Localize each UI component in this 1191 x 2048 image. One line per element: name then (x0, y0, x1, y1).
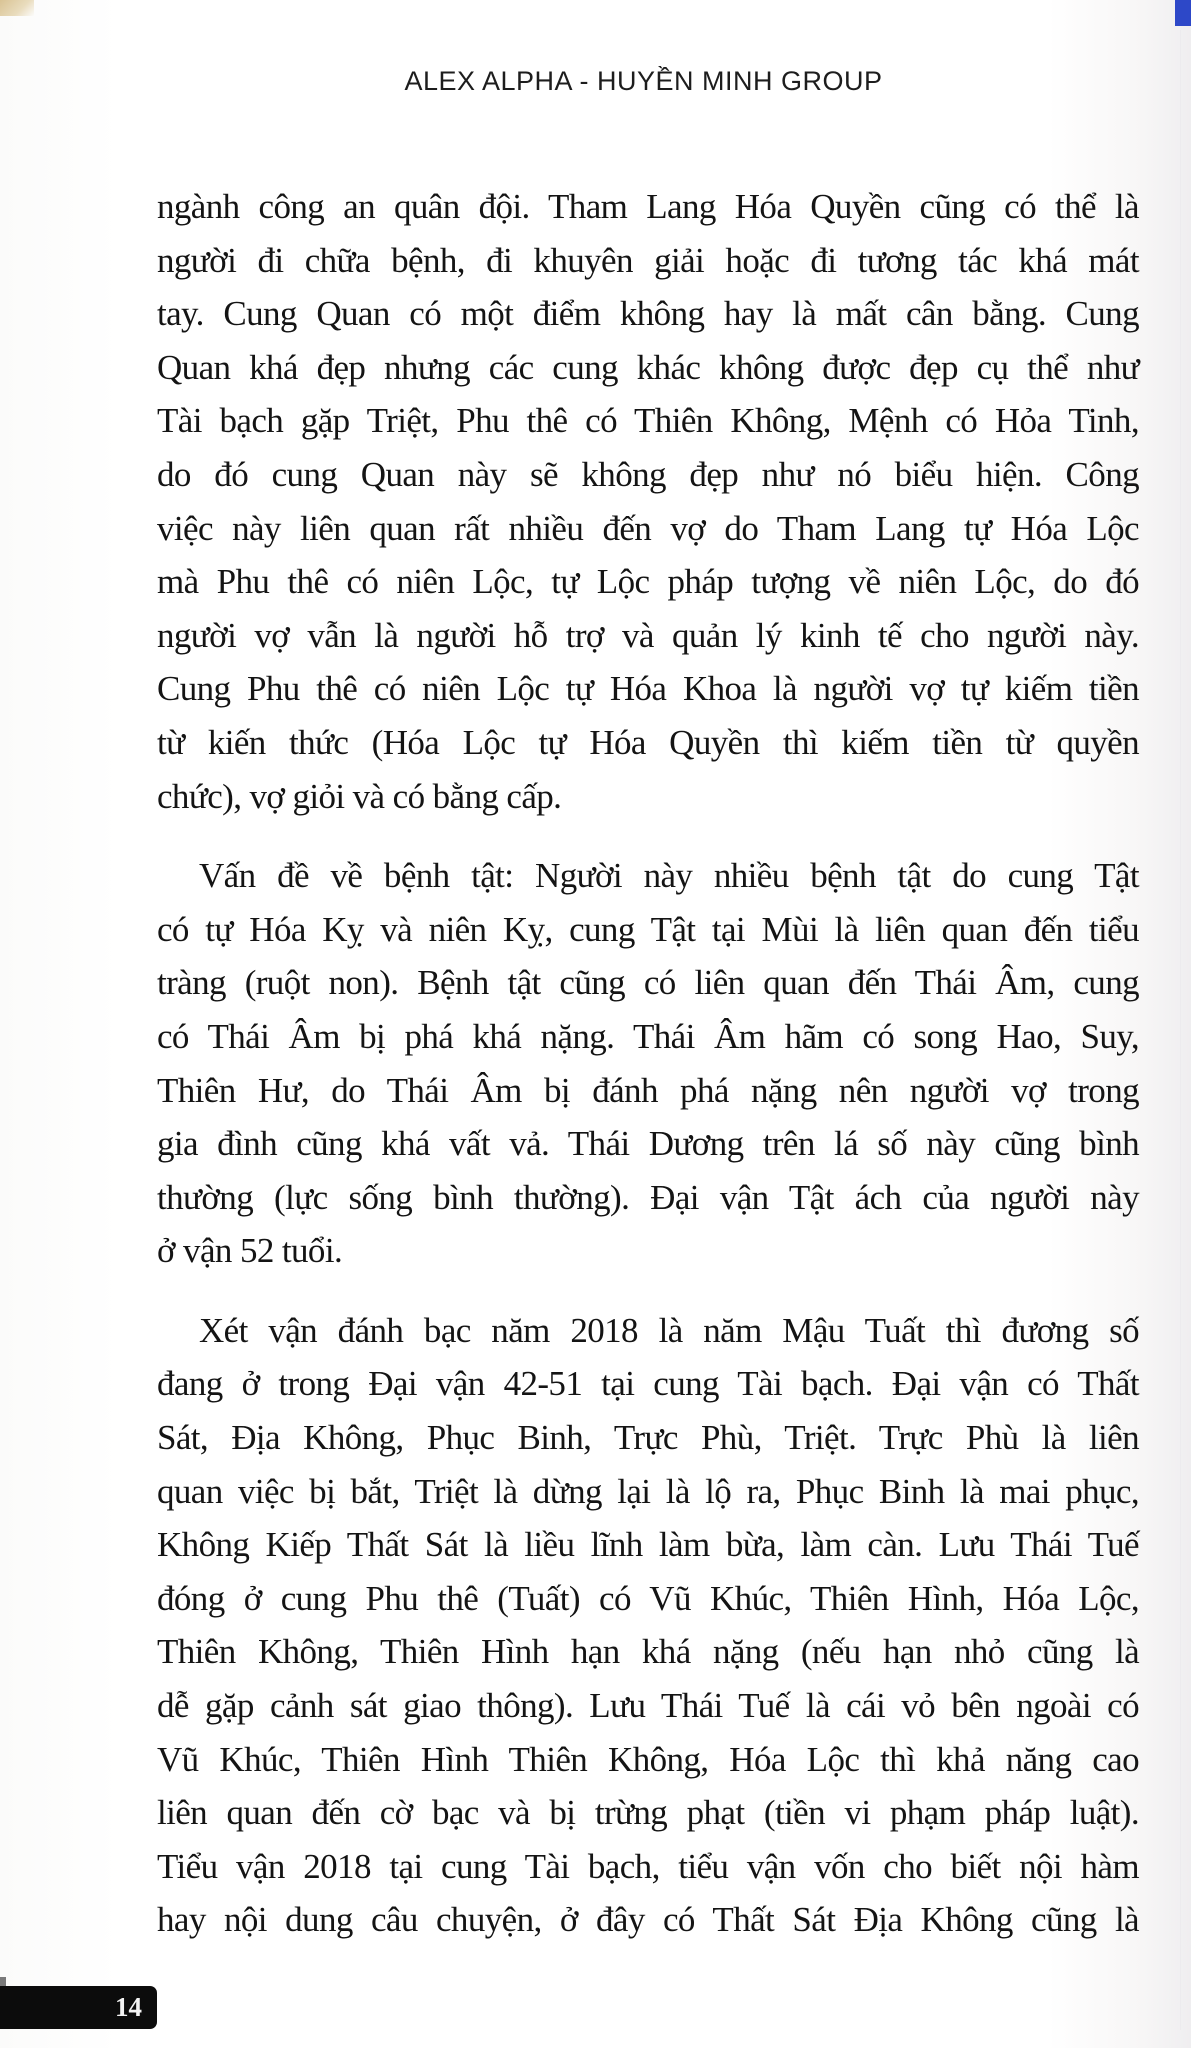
text-line: ngành công an quân đội. Tham Lang Hóa Quyền cũng có thể là (157, 187, 1139, 226)
text-line: người đi chữa bệnh, đi khuyên giải hoặc đi tương tác khá mát (157, 240, 1139, 280)
paragraph-3 (157, 1304, 1139, 1947)
text-line: thường (lực sống bình thường). Đại vận Tật ách của người này (157, 1177, 1139, 1217)
text-line: Vấn đề về bệnh tật: Người này nhiều bệnh tật do cung Tật (199, 856, 1139, 896)
text-line: Thiên Hư, do Thái Âm bị đánh phá nặng nên người vợ trong (157, 1070, 1139, 1110)
text-line: Sát, Địa Không, Phục Binh, Trực Phù, Triệt. Trực Phù là liên (157, 1418, 1139, 1458)
text-line: gia đình cũng khá vất vả. Thái Dương trên lá số này cũng bình (157, 1124, 1139, 1164)
text-line: Vũ Khúc, Thiên Hình Thiên Không, Hóa Lộc thì khả năng cao (157, 1739, 1139, 1779)
text-line: quan việc bị bắt, Triệt là dừng lại là lộ ra, Phục Binh là mai phục, (157, 1471, 1139, 1511)
cover-edge-accent (1175, 0, 1191, 26)
text-line: người vợ vẫn là người hỗ trợ và quản lý kinh tế cho người này. (157, 615, 1139, 655)
text-line: ở vận 52 tuổi. (157, 1231, 343, 1271)
text-line: liên quan đến cờ bạc và bị trừng phạt (tiền vi phạm pháp luật). (157, 1793, 1139, 1833)
text-line: việc này liên quan rất nhiều đến vợ do Tham Lang tự Hóa Lộc (157, 508, 1139, 548)
text-line: Thiên Không, Thiên Hình hạn khá nặng (nếu hạn nhỏ cũng là (157, 1632, 1139, 1672)
text-line: có tự Hóa Kỵ và niên Kỵ, cung Tật tại Mùi là liên quan đến tiểu (157, 909, 1139, 949)
text-line: tay. Cung Quan có một điểm không hay là mất cân bằng. Cung (157, 294, 1139, 334)
text-line: dễ gặp cảnh sát giao thông). Lưu Thái Tuế là cái vỏ bên ngoài có (157, 1686, 1139, 1726)
text-line: Xét vận đánh bạc năm 2018 là năm Mậu Tuất thì đương số (199, 1310, 1139, 1350)
text-line: do đó cung Quan này sẽ không đẹp như nó biểu hiện. Công (157, 454, 1139, 494)
text-line: hay nội dung câu chuyện, ở đây có Thất Sát Địa Không cũng là (157, 1900, 1139, 1940)
page-number-badge: 14 (0, 1986, 157, 2029)
paragraph-spacing (157, 1278, 1139, 1304)
text-line: có Thái Âm bị phá khá nặng. Thái Âm hãm có song Hao, Suy, (157, 1016, 1139, 1056)
text-line: chức), vợ giỏi và có bằng cấp. (157, 776, 562, 816)
text-line: Cung Phu thê có niên Lộc tự Hóa Khoa là người vợ tự kiếm tiền (157, 669, 1139, 709)
text-line: Tài bạch gặp Triệt, Phu thê có Thiên Không, Mệnh có Hỏa Tinh, (157, 401, 1139, 441)
paragraph-1 (157, 180, 1139, 823)
text-line: từ kiến thức (Hóa Lộc tự Hóa Quyền thì kiếm tiền từ quyền (157, 722, 1139, 762)
text-line: Quan khá đẹp nhưng các cung khác không được đẹp cụ thể như (157, 347, 1139, 387)
text-line: đang ở trong Đại vận 42-51 tại cung Tài bạch. Đại vận có Thất (157, 1364, 1139, 1404)
text-line: mà Phu thê có niên Lộc, tự Lộc pháp tượng về niên Lộc, do đó (157, 562, 1139, 602)
running-header: ALEX ALPHA - HUYỀN MINH GROUP (404, 66, 883, 96)
text-line: Không Kiếp Thất Sát là liều lĩnh làm bừa, làm càn. Lưu Thái Tuế (157, 1525, 1139, 1565)
page-edge (1180, 30, 1181, 2030)
text-line: Tiểu vận 2018 tại cung Tài bạch, tiểu vận vốn cho biết nội hàm (157, 1846, 1139, 1886)
paragraph-spacing (157, 823, 1139, 849)
paragraph-2 (157, 849, 1139, 1278)
text-line: tràng (ruột non). Bệnh tật cũng có liên quan đến Thái Âm, cung (157, 963, 1139, 1003)
page-corner-shadow (0, 0, 34, 16)
text-line: đóng ở cung Phu thê (Tuất) có Vũ Khúc, Thiên Hình, Hóa Lộc, (157, 1578, 1139, 1618)
body-text (157, 180, 1139, 1947)
